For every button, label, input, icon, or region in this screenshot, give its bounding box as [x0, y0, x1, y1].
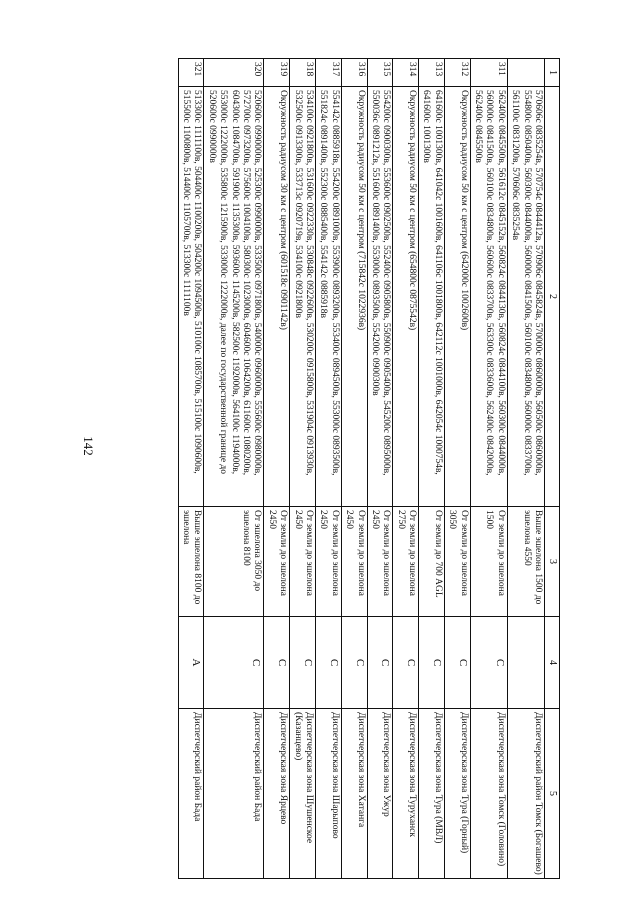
unit-cell: Диспетчерская зона Хатанга	[341, 709, 367, 879]
class-cell: С	[419, 617, 445, 709]
unit-cell: Диспетчерский район Бада	[178, 709, 204, 879]
altitude-cell: Выше эшелона 1500 до эшелона 4550	[507, 507, 544, 617]
altitude-cell: От эшелона 3050 до эшелона 8100	[204, 507, 264, 617]
coordinates-cell: 534100с 0921800в, 531600с 0922330в, 530848с 0922600в, 530200с 0915800в, 531904с 0913930в, 532500с 0913300в, 533713с 0920719в, 534100с 0921800в	[290, 87, 316, 507]
row-number: 321	[178, 59, 204, 87]
rotated-table-container	[30, 58, 560, 878]
table-row	[367, 59, 393, 879]
page-number: 142	[81, 436, 96, 456]
coordinates-cell: Окружность радиусом 50 км с центром (715842с 1022936в)	[341, 87, 367, 507]
coordinates-cell: 641600с 1001300в, 641042с 1001600в, 641106с 1001800в, 642112с 1001000в, 642054с 1000754в, 641600с 1001300в	[419, 87, 445, 507]
coordinates-cell: 520600с 0990000в, 525300с 0990000в, 533500с 0971800в, 540000с 0960000в, 555600с 0980000в, 572700с 0973200в, 575600с 1004100в, 580300с 1023000в, 604600с 1064200в, 611600с 1080200в, 604300с 1084700в, 591900с 1135300в, 593600с 1145200в, 582500с 1192000в, 564100с 1194000в, 553000с 1222000в, 535800с 1215900в, 533000с 1222000в, далее по государственной границе до 520600с 0990000в	[204, 87, 264, 507]
altitude-cell: От земли до эшелона 2450	[264, 507, 290, 617]
row-number: 317	[315, 59, 341, 87]
row-number: 312	[444, 59, 470, 87]
table-row	[470, 59, 507, 879]
header-cell: 4	[545, 617, 560, 709]
header-row	[545, 59, 560, 879]
coordinates-cell: 513300с 1111100в, 504400с 1100200в, 504200с 1094500в, 510100с 1085700в, 515100с 1090600в, 515500с 1100800в, 514400с 1105700в, 513300с 1111100в	[178, 87, 204, 507]
row-number	[507, 59, 544, 87]
row-number: 316	[341, 59, 367, 87]
class-cell: С	[204, 617, 264, 709]
table-row	[507, 59, 544, 879]
row-number: 313	[419, 59, 445, 87]
altitude-cell: Выше эшелона 8100 до эшелона	[178, 507, 204, 617]
row-number: 315	[367, 59, 393, 87]
class-cell: А	[178, 617, 204, 709]
table-row	[178, 59, 204, 879]
table-row	[315, 59, 341, 879]
row-number: 311	[470, 59, 507, 87]
altitude-cell: От земли до эшелона 2450	[367, 507, 393, 617]
unit-cell: Диспетчерская зона Ярцево	[264, 709, 290, 879]
coordinates-cell: 554200с 0900300в, 553600с 0902500в, 552400с 0905800в, 550900с 0905400в, 545200с 0895000в, 550036с 0891212в, 551600с 0891400в, 553000с 0893500в, 554200с 0900300в	[367, 87, 393, 507]
class-cell: С	[367, 617, 393, 709]
coordinates-cell: Окружность радиусом 50 км с центром (654800с 0875542в)	[393, 87, 419, 507]
table-row	[204, 59, 264, 879]
unit-cell: Диспетчерская зона Туруханск	[393, 709, 419, 879]
table-row	[290, 59, 316, 879]
unit-cell: Диспетчерская зона Ужур	[367, 709, 393, 879]
altitude-cell: От земли до эшелона 2750	[393, 507, 419, 617]
row-number: 314	[393, 59, 419, 87]
coordinates-cell: Окружность радиусом 50 км с центром (642000с 1002600в)	[444, 87, 470, 507]
class-cell: С	[470, 617, 507, 709]
class-cell: С	[290, 617, 316, 709]
altitude-cell: От земли до эшелона 1500	[470, 507, 507, 617]
table-row	[444, 59, 470, 879]
altitude-cell: От земли до эшелона 3050	[444, 507, 470, 617]
coordinates-cell: Окружность радиусом 30 км с центром (601518с 0901142в)	[264, 87, 290, 507]
altitude-cell: От земли до эшелона 2450	[290, 507, 316, 617]
row-number: 319	[264, 59, 290, 87]
class-cell: С	[264, 617, 290, 709]
table-row	[341, 59, 367, 879]
class-cell: С	[341, 617, 367, 709]
row-number: 318	[290, 59, 316, 87]
altitude-cell: От земли до эшелона 2450	[341, 507, 367, 617]
header-cell: 2	[545, 87, 560, 507]
altitude-cell: От земли до 700 AGL	[419, 507, 445, 617]
unit-cell: Диспетчерская зона Тура (Горный)	[444, 709, 470, 879]
header-cell: 5	[545, 709, 560, 879]
class-cell: С	[393, 617, 419, 709]
header-cell: 3	[545, 507, 560, 617]
coordinates-cell: 554142с 0885918в, 554200с 0891000в, 553900с 0893200в, 553400с 0894500в, 553000с 0893500в, 551824с 0891400в, 552300с 0885400в, 554142с 0885918в	[315, 87, 341, 507]
table-row	[419, 59, 445, 879]
class-cell	[507, 617, 544, 709]
unit-cell: Диспетчерский район Бада	[204, 709, 264, 879]
unit-cell: Диспетчерская зона Шушенское (Казанцево)	[290, 709, 316, 879]
altitude-cell: От земли до эшелона 2450	[315, 507, 341, 617]
class-cell: С	[444, 617, 470, 709]
unit-cell: Диспетчерская зона Томск (Головино)	[470, 709, 507, 879]
table-row	[264, 59, 290, 879]
coordinates-cell: 562400с 0845500в, 561612с 0845152в, 560824с 0844130в, 560824с 0844100в, 560300с 0844000в, 560000с 0841500в, 560100с 0834800в, 560600с 0833700в, 563300с 0833600в, 562400с 0842000в, 562400с 0845500в	[470, 87, 507, 507]
table-row	[393, 59, 419, 879]
coordinates-cell: 570606с 0835254в, 570754с 0844412в, 570906с 0845824в, 570000с 0860000в, 560500с 0860000в, 554800с 0850400в, 560300с 0844000в, 560000с 0841500в, 560100с 0834800в, 560000с 0833700в, 561100с 0831200в, 570606с 0835254в	[507, 87, 544, 507]
unit-cell: Диспетчерский район Томск (Богашево)	[507, 709, 544, 879]
header-cell: 1	[545, 59, 560, 87]
class-cell: С	[315, 617, 341, 709]
unit-cell: Диспетчерская зона Тура (МВЛ)	[419, 709, 445, 879]
row-number: 320	[204, 59, 264, 87]
airspace-table	[178, 58, 560, 879]
unit-cell: Диспетчерская зона Шарыпово	[315, 709, 341, 879]
